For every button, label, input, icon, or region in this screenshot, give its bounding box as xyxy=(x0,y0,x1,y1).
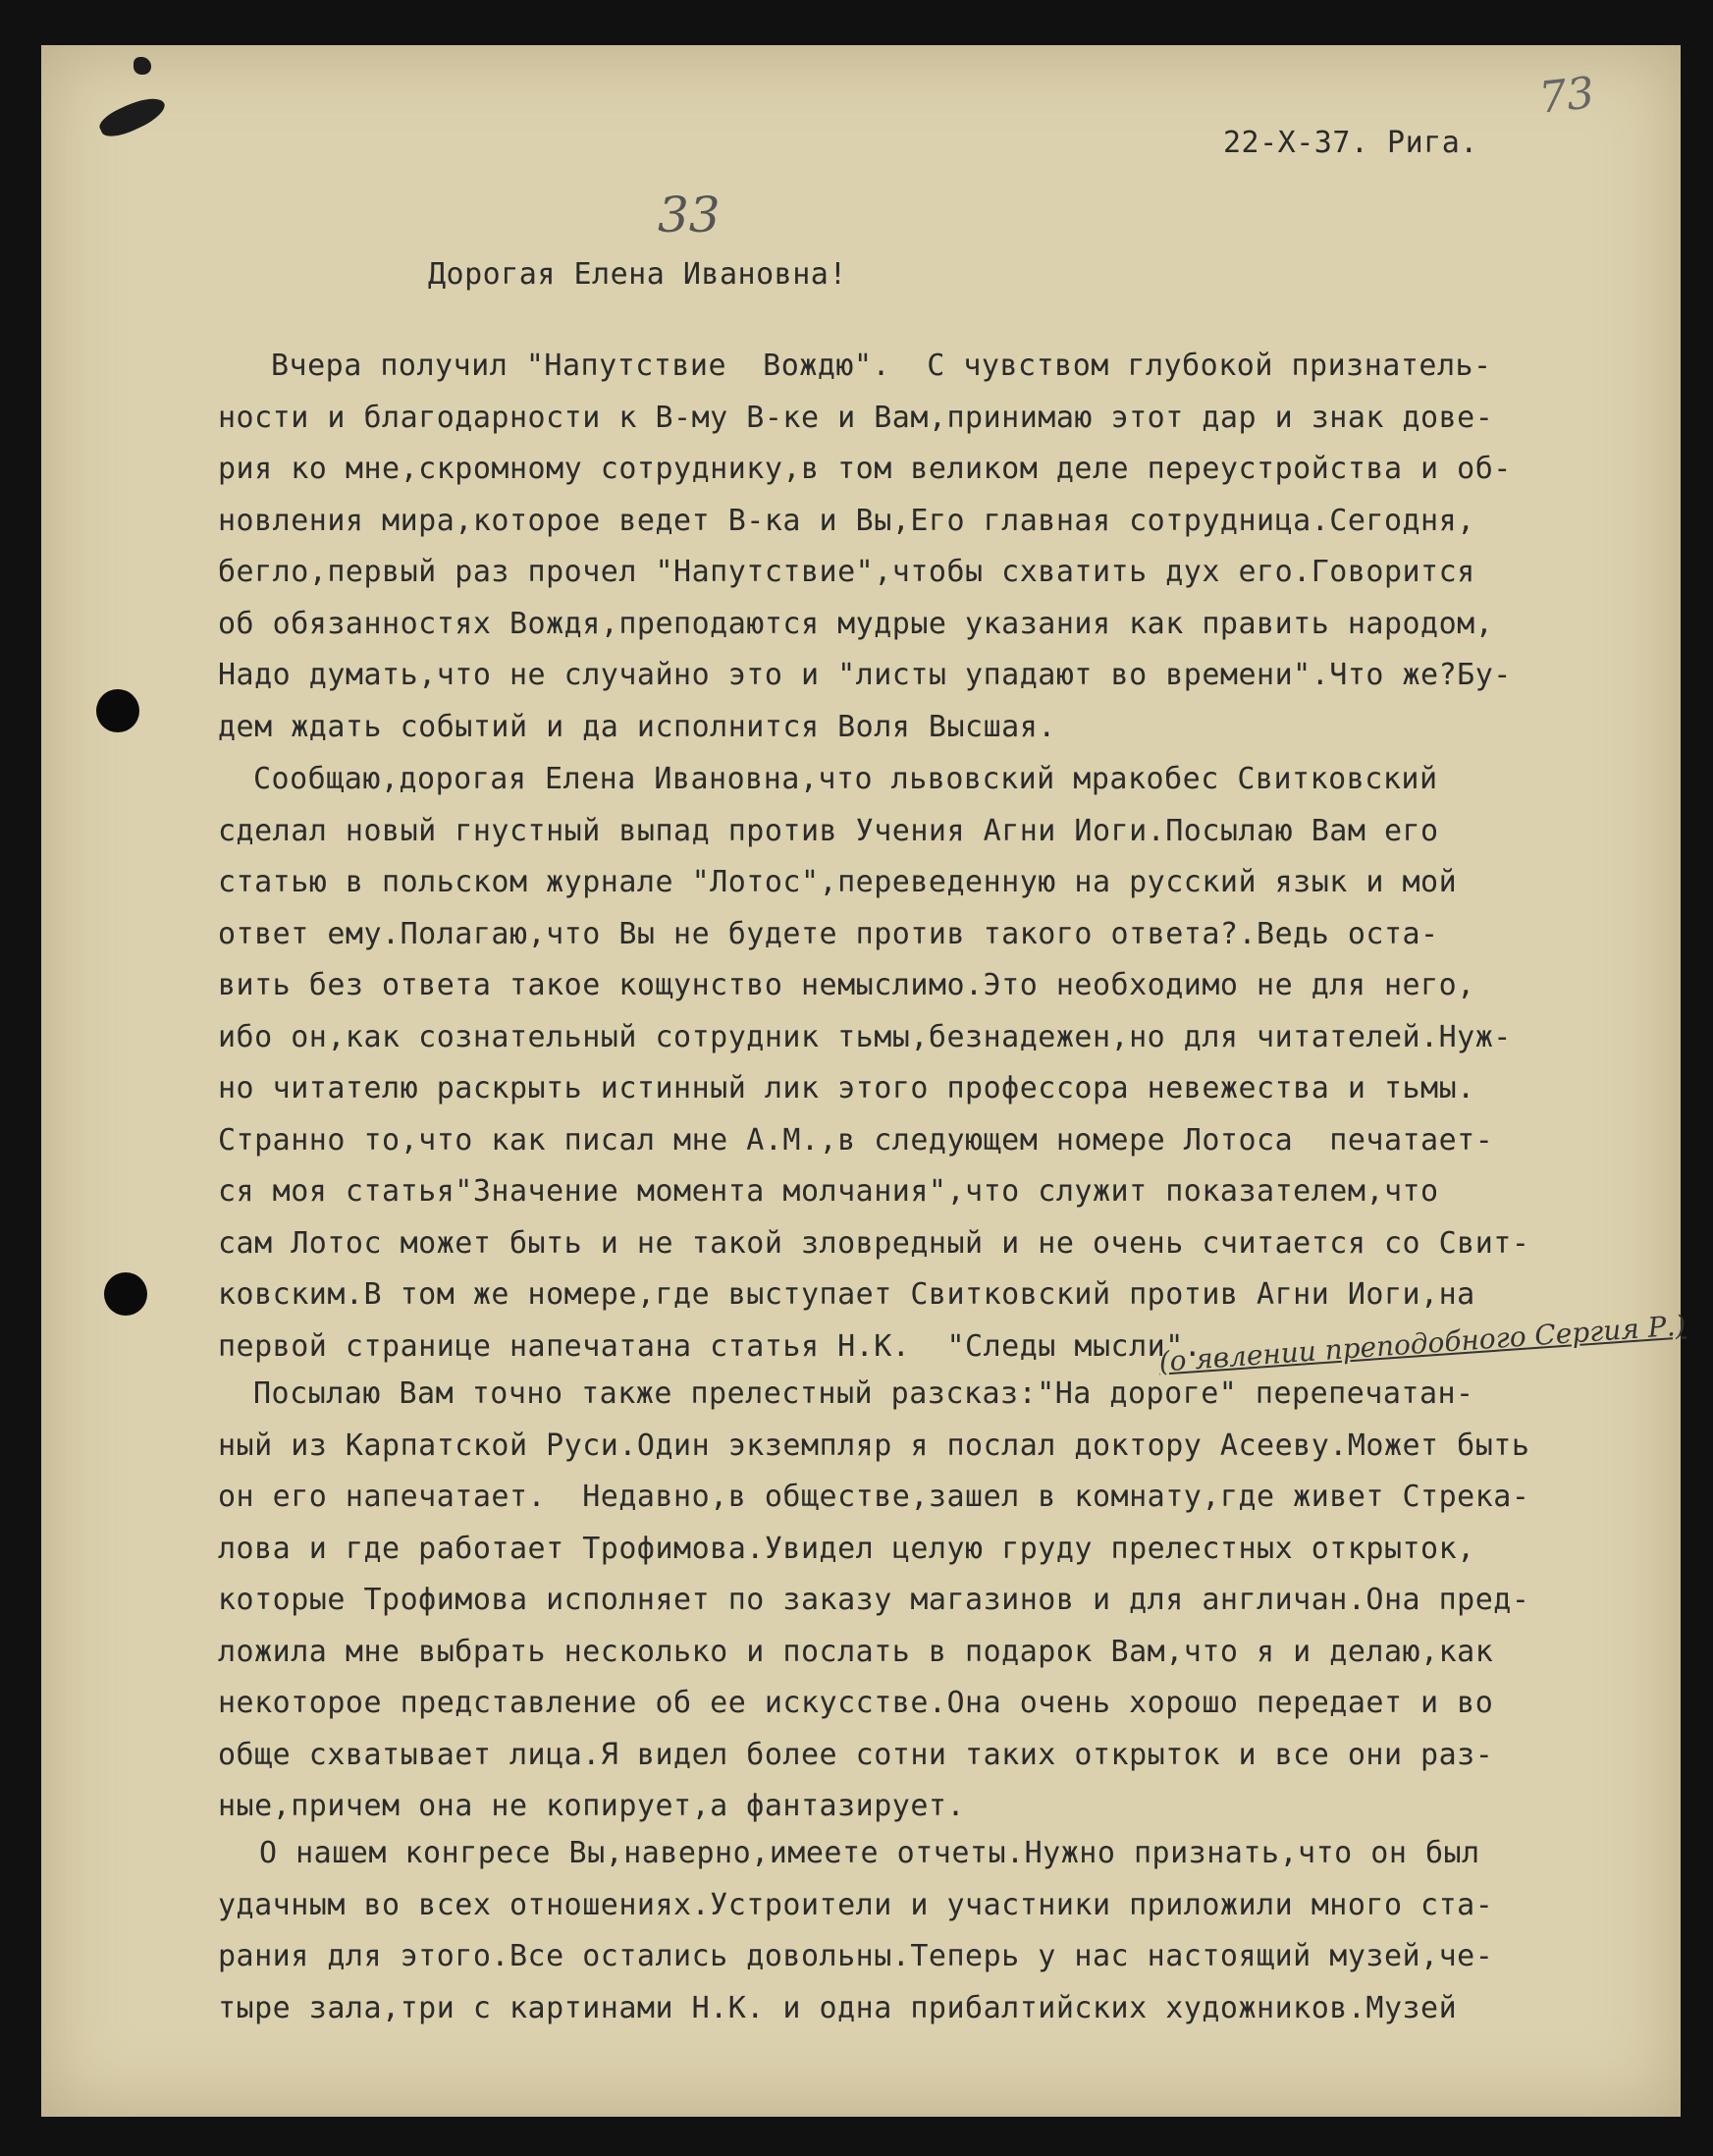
letter-line: сделал новый гнустный выпад против Учения Агни Иоги.Посылаю Вам его xyxy=(218,813,1439,848)
letter-line: обще схватывает лица.Я видел более сотни таких открыток и все они раз- xyxy=(218,1737,1494,1772)
letter-line: сам Лотос может быть и не такой зловредный и не очень считается со Свит- xyxy=(218,1225,1530,1261)
punch-hole-bottom xyxy=(104,1272,147,1316)
letter-line: но читателю раскрыть истинный лик этого профессора невежества и тьмы. xyxy=(218,1071,1475,1105)
letter-line: ковским.В том же номере,где выступает Свитковский против Агни Иоги,на xyxy=(218,1277,1475,1312)
punch-hole-top xyxy=(96,689,139,732)
letter-line: лова и где работает Трофимова.Увидел целую груду прелестных открыток, xyxy=(218,1531,1475,1566)
letter-line: которые Трофимова исполняет по заказу магазинов и для англичан.Она пред- xyxy=(218,1583,1530,1617)
letter-line: об обязанностях Вождя,преподаются мудрые указания как править народом, xyxy=(218,606,1494,641)
letter-line: ный из Карпатской Руси.Один экземпляр я послал доктору Асееву.Может быть xyxy=(218,1428,1530,1463)
letter-line: ные,причем она не копирует,а фантазирует. xyxy=(218,1789,966,1823)
page-number: 73 xyxy=(1536,68,1597,124)
letter-line: ности и благодарности к В-му В-ке и Вам,принимаю этот дар и знак дове- xyxy=(218,400,1494,435)
letter-line: рания для этого.Все остались довольны.Теперь у нас настоящий музей,че- xyxy=(218,1939,1494,1973)
letter-line: первой странице напечатана статья Н.К. "Следы мысли". xyxy=(218,1328,1203,1364)
letter-line: рия ко мне,скромному сотруднику,в том великом деле переустройства и об- xyxy=(218,452,1512,486)
letter-line: ся моя статья"Значение момента молчания",что служит показателем,что xyxy=(218,1174,1439,1209)
letter-line: ибо он,как сознательный сотрудник тьмы,безнадежен,но для читателей.Нуж- xyxy=(218,1019,1512,1054)
letter-line: он его напечатает. Недавно,в обществе,зашел в комнату,где живет Стрека- xyxy=(218,1480,1530,1514)
letter-line: ответ ему.Полагаю,что Вы не будете против такого ответа?.Ведь оста- xyxy=(218,916,1439,951)
letter-line: Сообщаю,дорогая Елена Ивановна,что львовский мракобес Свитковский xyxy=(253,762,1438,796)
greeting: Дорогая Елена Ивановна! xyxy=(428,257,847,292)
ink-dot xyxy=(134,57,151,75)
letter-line: дем ждать событий и да исполнится Воля Высшая. xyxy=(218,709,1056,744)
letter-line: тыре зала,три с картинами Н.К. и одна прибалтийских художников.Музей xyxy=(218,1990,1458,2025)
letter-line: Надо думать,что не случайно это и "листы упадают во времени".Что же?Бу- xyxy=(218,658,1512,692)
date-line: 22-X-37. Рига. xyxy=(1223,126,1478,160)
letter-line: новления мира,которое ведет В-ка и Вы,Его главная сотрудница.Сегодня, xyxy=(218,503,1475,538)
letter-line: ложила мне выбрать несколько и послать в подарок Вам,что я и делаю,как xyxy=(218,1634,1494,1669)
letter-line: удачным во всех отношениях.Устроители и участники приложили много ста- xyxy=(218,1887,1494,1922)
letter-line: Посылаю Вам точно также прелестный разсказ:"На дороге" перепечатан- xyxy=(253,1376,1474,1411)
letter-line: бегло,первый раз прочел "Напутствие",чтобы схватить дух его.Говорится xyxy=(218,555,1475,589)
letter-line: О нашем конгресе Вы,наверно,имеете отчеты.Нужно признать,что он был xyxy=(259,1836,1480,1870)
letter-line: вить без ответа такое кощунство немыслимо.Это необходимо не для него, xyxy=(218,968,1475,1002)
letter-line: статью в польском журнале "Лотос",переведенную на русский язык и мой xyxy=(218,865,1458,899)
letter-line: Вчера получил "Напутствие Вождю". С чувством глубокой признатель- xyxy=(271,349,1492,383)
margin-note: (о явлении преподобного Сергия Р.) xyxy=(1157,1309,1687,1378)
letter-line: некоторое представление об ее искусстве.Она очень хорошо передает и во xyxy=(218,1686,1494,1720)
document-number: 33 xyxy=(658,187,721,243)
letter-line: Странно то,что как писал мне А.М.,в следующем номере Лотоса печатает- xyxy=(218,1122,1494,1158)
